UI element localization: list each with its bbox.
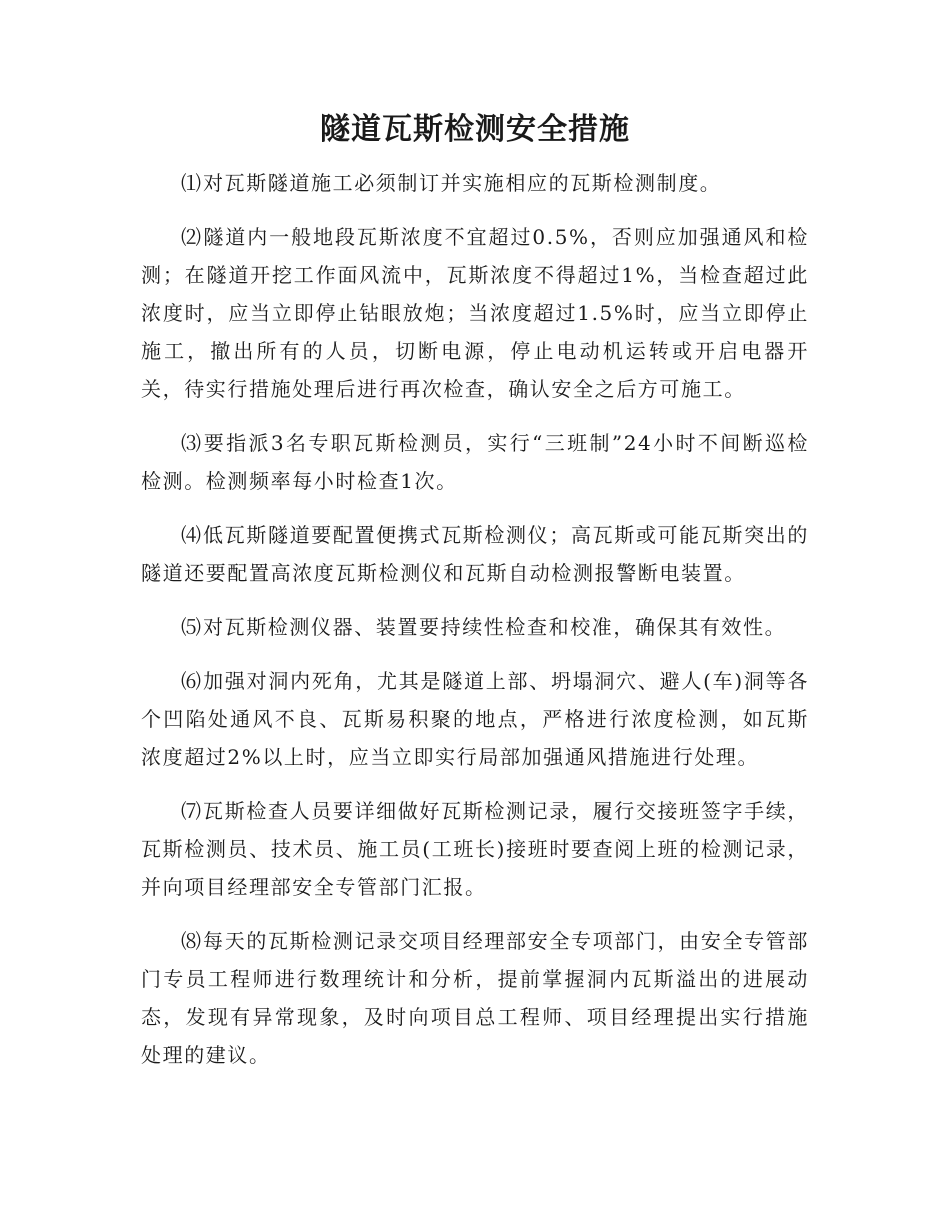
paragraph-7 [141, 792, 809, 906]
paragraph-8 [141, 922, 809, 1074]
paragraph-text: 隧道内一般地段瓦斯浓度不宜超过0.5%，否则应加强通风和检测；在隧道开挖工作面风流中，瓦斯浓度不得超过1%，当检查超过此浓度时，应当立即停止钻眼放炮；当浓度超过1.5%时，应当立即停止施工，撤出所有的人员，切断电源，停止电动机运转或开启电器开关，待实行措施处理后进行再次检查，确认安全之后方可施工。 [141, 225, 809, 401]
paragraph-1 [141, 164, 809, 202]
paragraph-text: 瓦斯检查人员要详细做好瓦斯检测记录，履行交接班签字手续，瓦斯检测员、技术员、施工员(工班长)接班时要查阅上班的检测记录，并向项目经理部安全专管部门汇报。 [141, 799, 809, 899]
paragraph-3 [141, 424, 809, 500]
paragraph-number: ⑷ [181, 523, 202, 547]
document-body [141, 164, 809, 1090]
paragraph-2 [141, 218, 809, 408]
paragraph-number: ⑸ [181, 615, 201, 639]
paragraph-text: 加强对洞内死角，尤其是隧道上部、坍塌洞穴、避人(车)洞等各个凹陷处通风不良、瓦斯易积聚的地点，严格进行浓度检测，如瓦斯浓度超过2%以上时，应当立即实行局部加强通风措施进行处理。 [141, 669, 809, 769]
paragraph-number: ⑵ [181, 225, 202, 249]
paragraph-6 [141, 662, 809, 776]
paragraph-text: 要指派3名专职瓦斯检测员，实行“三班制”24小时不间断巡检检测。检测频率每小时检查1次。 [141, 431, 809, 493]
paragraph-number: ⑻ [181, 929, 202, 953]
document-title: 隧道瓦斯检测安全措施 [320, 112, 630, 147]
paragraph-number: ⑶ [181, 431, 202, 455]
paragraph-number: ⑹ [181, 669, 202, 693]
paragraph-number: ⑺ [181, 799, 202, 823]
paragraph-text: 低瓦斯隧道要配置便携式瓦斯检测仪；高瓦斯或可能瓦斯突出的隧道还要配置高浓度瓦斯检测仪和瓦斯自动检测报警断电装置。 [141, 523, 809, 585]
paragraph-5 [141, 608, 809, 646]
paragraph-text: 对瓦斯隧道施工必须制订并实施相应的瓦斯检测制度。 [203, 171, 722, 195]
paragraph-text: 对瓦斯检测仪器、装置要持续性检查和校准，确保其有效性。 [203, 615, 787, 639]
paragraph-text: 每天的瓦斯检测记录交项目经理部安全专项部门，由安全专管部门专员工程师进行数理统计和分析，提前掌握洞内瓦斯溢出的进展动态，发现有异常现象，及时向项目总工程师、项目经理提出实行措施处理的建议。 [141, 929, 809, 1067]
paragraph-number: ⑴ [181, 171, 201, 195]
paragraph-4 [141, 516, 809, 592]
